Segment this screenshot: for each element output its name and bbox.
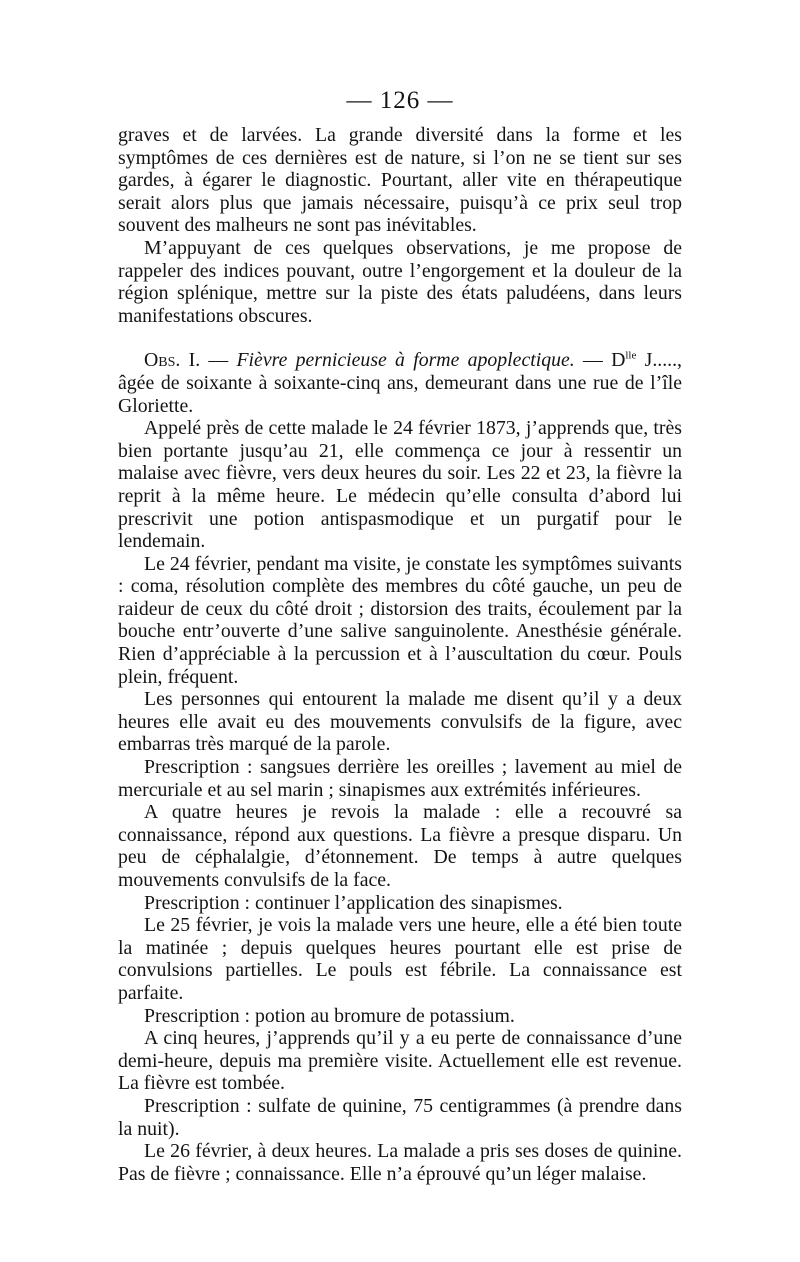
paragraph: Le 25 février, je vois la malade vers une heure, elle a été bien toute la matinée ; depuis quelques heures pourtant elle est prise de convulsions partielles. Le pouls est fébrile. La connaissance est parfaite. — [118, 914, 682, 1004]
paragraph: Le 26 février, à deux heures. La malade a pris ses doses de quinine. Pas de fièvre ; connaissance. Elle n’a éprouvé qu’un léger malaise. — [118, 1140, 682, 1185]
page-number: — 126 — — [346, 87, 454, 114]
paragraph: A cinq heures, j’apprends qu’il y a eu perte de connaissance d’une demi-heure, depuis ma première visite. Actuellement elle est revenue. La fièvre est tombée. — [118, 1027, 682, 1095]
paragraph: Les personnes qui entourent la malade me disent qu’il y a deux heures elle avait eu des mouvements convulsifs de la figure, avec embarras très marqué de la parole. — [118, 688, 682, 756]
observation-dash: — — [574, 349, 603, 372]
paragraph: Prescription : sangsues derrière les oreilles ; lavement au miel de mercuriale et au sel marin ; sinapismes aux extrémités inférieures. — [118, 756, 682, 801]
paragraph: Prescription : sulfate de quinine, 75 centigrammes (à prendre dans la nuit). — [118, 1094, 682, 1140]
patient-sup: lle — [625, 349, 637, 362]
paragraph: Le 24 février, pendant ma visite, je constate les symptômes suivants : coma, résolution complète des membres du côté gauche, un peu de raideur de ceux du côté droit ; distorsion des traits, écoulement par la bouche entr’ouverte d’une salive sanguinolente. Anesthésie générale. Rien d’appréciable à la percussion et à l’auscultation du cœur. Pouls plein, fréquent. — [118, 552, 682, 688]
paragraph: Appelé près de cette malade le 24 février 1873, j’apprends que, très bien portante jusqu’au 21, elle commença ce jour à ressentir un malaise avec fièvre, vers deux heures du soir. Les 22 et 23, la fièvre la reprit à la même heure. Le médecin qu’elle consulta d’abord lui prescrivit une potion antispasmodique et un purgatif pour le lendemain. — [118, 417, 682, 553]
paragraph: Prescription : potion au bromure de potassium. — [144, 1004, 515, 1027]
paragraph: M’appuyant de ces quelques observations, je me propose de rappeler des indices pouvant, outre l’engorgement et la douleur de la région splénique, mettre sur la piste des états paludéens, dans leurs manifestations obscures. — [118, 236, 682, 327]
page-body — [118, 86, 682, 1185]
observation-heading — [118, 349, 682, 417]
paragraph: Prescription : continuer l’application des sinapismes. — [144, 891, 563, 914]
observation-title: Fièvre pernicieuse à forme apoplectique. — [236, 349, 575, 372]
observation-label: Obs. I. — — [144, 349, 229, 372]
patient-description: J....., âgée de soixante à soixante-cinq ans, demeurant dans une rue de l’île Gloriette. — [118, 349, 682, 417]
patient-prefix: D — [611, 349, 626, 372]
paragraph: A quatre heures je revois la malade : elle a recouvré sa connaissance, répond aux questions. La fièvre a presque disparu. Un peu de céphalalgie, d’étonnement. De temps à autre quelques mouvements convulsifs de la face. — [118, 801, 682, 891]
paragraph: graves et de larvées. La grande diversité dans la forme et les symptômes de ces dernières est de nature, si l’on ne se tient sur ses gardes, à égarer le diagnostic. Pourtant, aller vite en thérapeutique serait alors plus que jamais nécessaire, puisqu’à ce prix seul trop souvent des malheurs ne sont pas inévitables. — [118, 124, 682, 237]
